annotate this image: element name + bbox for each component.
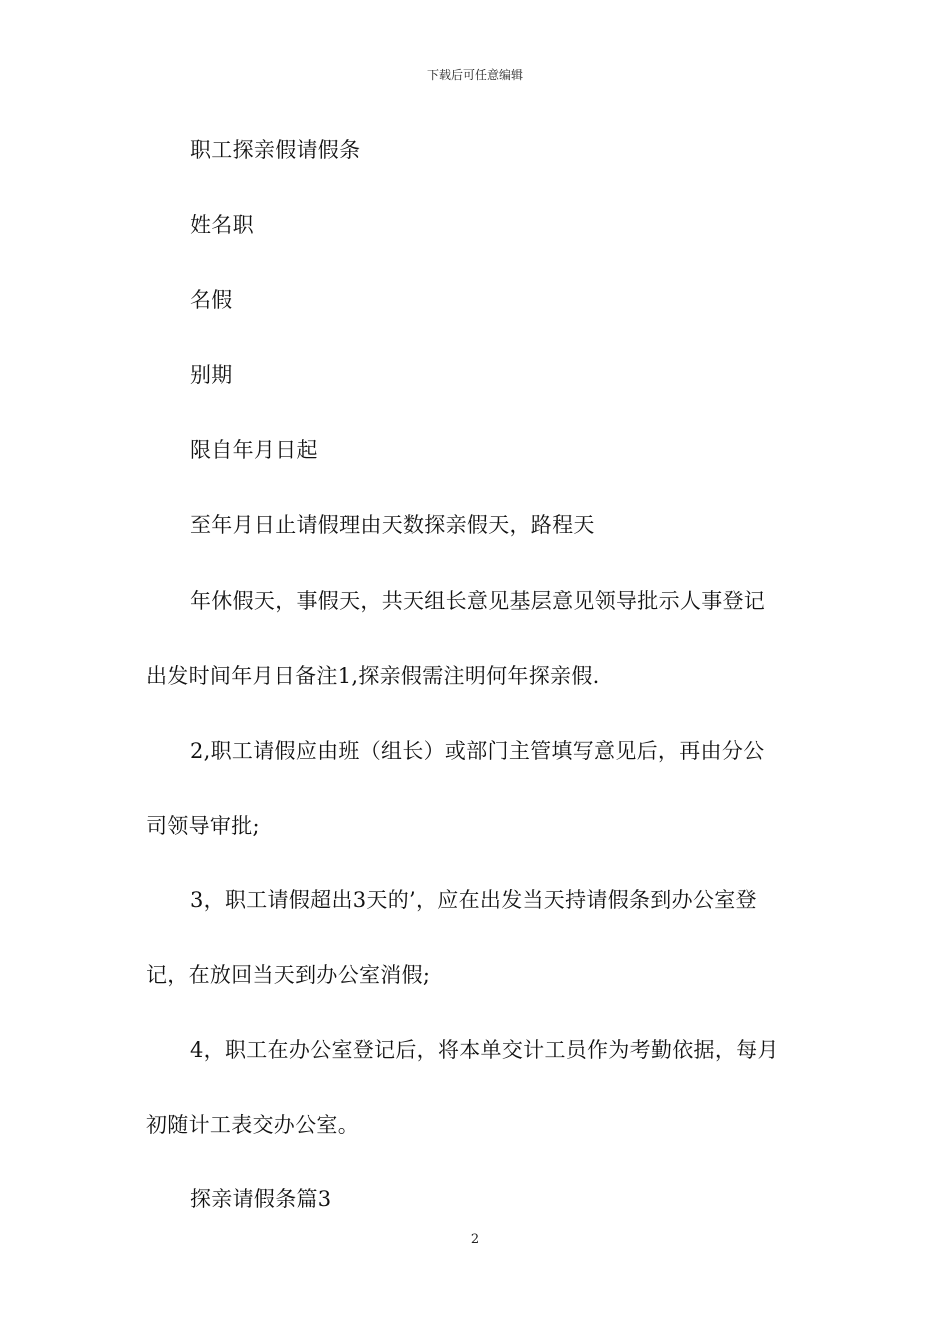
text-line: 名假 — [190, 288, 233, 312]
page-number: 2 — [470, 1232, 480, 1247]
text-line: 初随计工表交办公室。 — [146, 1113, 359, 1137]
text-line: 3，职工请假超出3天的’，应在出发当天持请假条到办公室登 — [190, 888, 757, 912]
text-line: 限自年月日起 — [190, 438, 318, 462]
text-line: 2,职工请假应由班（组长）或部门主管填写意见后，再由分公 — [190, 739, 765, 763]
page-header-note: 下载后可任意编辑 — [426, 68, 523, 82]
section-heading: 探亲请假条篇3 — [190, 1187, 332, 1211]
text-line: 出发时间年月日备注1,探亲假需注明何年探亲假. — [146, 664, 600, 688]
text-line: 别期 — [190, 363, 233, 387]
text-line: 至年月日止请假理由天数探亲假天，路程天 — [190, 513, 595, 537]
text-line: 4，职工在办公室登记后，将本单交计工员作为考勤依据，每月 — [190, 1038, 779, 1062]
text-line: 年休假天，事假天，共天组长意见基层意见领导批示人事登记 — [190, 589, 766, 613]
text-line: 记，在放回当天到办公室消假; — [146, 963, 431, 987]
doc-title: 职工探亲假请假条 — [190, 138, 361, 162]
text-line: 司领导审批; — [146, 814, 260, 838]
text-line: 姓名职 — [190, 213, 254, 237]
